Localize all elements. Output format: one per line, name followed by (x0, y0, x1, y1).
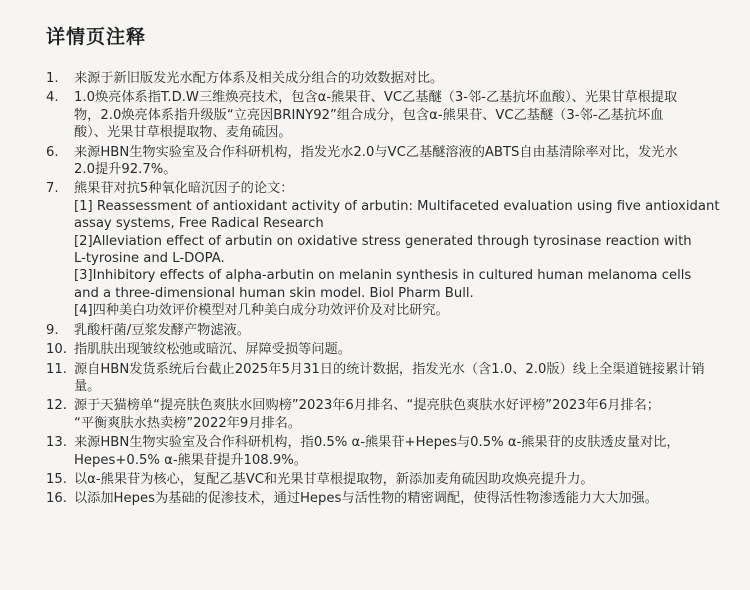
note-text-line: 指肌肤出现皱纹松弛或暗沉、屏障受损等问题。 (74, 342, 351, 358)
note-text-line: 熊果苷对抗5种氧化暗沉因子的论文： (74, 181, 294, 197)
page-title: 详情页注释 (46, 26, 147, 48)
note-text-line: Hepes+0.5% α-熊果苷提升108.9%。 (74, 452, 307, 468)
note-text-line: 以添加Hepes为基础的促渗技术，通过Hepes与活性物的精密调配，使得活性物渗透能力大大加强。 (74, 491, 658, 507)
note-item (0, 490, 750, 507)
note-number: 16. (46, 491, 67, 507)
notes-list (0, 70, 750, 510)
note-text-line: [1] Reassessment of antioxidant activity of arbutin: Multifaceted evaluation using five antioxidant (74, 198, 720, 214)
note-text-line: L-tyrosine and L-DOPA. (74, 251, 225, 267)
note-text-line: 源自HBN发货系统后台截止2025年5月31日的统计数据，指发光水（含1.0、2.0版）线上全渠道链接累计销 (74, 361, 705, 377)
note-item (0, 361, 750, 396)
note-item (0, 322, 750, 339)
note-text-line: 2.0提升92.7%。 (74, 162, 177, 178)
note-number: 10. (46, 342, 67, 358)
note-number: 13. (46, 435, 67, 451)
note-text-line: [3]Inhibitory effects of alpha-arbutin on melanin synthesis in cultured human melanoma cells (74, 268, 692, 284)
note-text-line: [4]四种美白功效评价模型对几种美白成分功效评价及对比研究。 (74, 303, 449, 319)
note-item (0, 341, 750, 358)
note-item (0, 144, 750, 179)
note-text-line: 来源HBN生物实验室及合作科研机构，指发光水2.0与VC乙基醚溶液的ABTS自由基清除率对比，发光水 (74, 144, 678, 160)
note-item (0, 471, 750, 488)
note-text-line: “平衡爽肤水热卖榜”2022年9月排名。 (74, 415, 302, 431)
note-number: 15. (46, 471, 67, 487)
note-number: 12. (46, 398, 67, 414)
note-text-line: [2]Alleviation effect of arbutin on oxidative stress generated through tyrosinase reaction with (74, 233, 692, 249)
note-text-line: 1.0焕亮体系指T.D.W三维焕亮技术，包含α-熊果苷、VC乙基醚（3-邻-乙基抗坏血酸）、光果甘草根提取 (74, 90, 678, 106)
note-text-line: 酸）、光果甘草根提取物、麦角硫因。 (74, 125, 292, 141)
note-item (0, 434, 750, 469)
note-number: 4. (46, 90, 59, 106)
note-text-line: 来源于新旧版发光水配方体系及相关成分组合的功效数据对比。 (74, 71, 444, 86)
note-number: 7. (46, 181, 59, 197)
note-text-line: 物，2.0焕亮体系指升级版“立亮因BRINY92”组合成分，包含α-熊果苷、VC乙基醚（3-邻-乙基抗坏血 (74, 107, 664, 123)
note-number: 6. (46, 144, 59, 160)
note-text-line: 乳酸杆菌/豆浆发酵产物滤液。 (74, 322, 250, 338)
note-text-line: 以α-熊果苷为核心，复配乙基VC和光果甘草根提取物，新添加麦角硫因助攻焕亮提升力。 (74, 471, 594, 487)
note-text-line: 来源HBN生物实验室及合作科研机构，指0.5% α-熊果苷+Hepes与0.5% α-熊果苷的皮肤透皮量对比， (74, 435, 680, 451)
note-number: 1. (46, 71, 59, 86)
note-number: 9. (46, 322, 59, 338)
note-item (0, 397, 750, 432)
note-text-line: and a three-dimensional human skin model. Biol Pharm Bull. (74, 285, 474, 301)
note-number: 11. (46, 361, 67, 377)
note-item (0, 89, 750, 141)
note-text-line: 源于天猫榜单“提亮肤色爽肤水回购榜”2023年6月排名、“提亮肤色爽肤水好评榜”2023年6月排名； (74, 398, 660, 414)
note-item (0, 70, 750, 87)
note-item (0, 180, 750, 319)
note-text-line: assay systems, Free Radical Research (74, 216, 324, 232)
note-text-line: 量。 (74, 378, 101, 394)
